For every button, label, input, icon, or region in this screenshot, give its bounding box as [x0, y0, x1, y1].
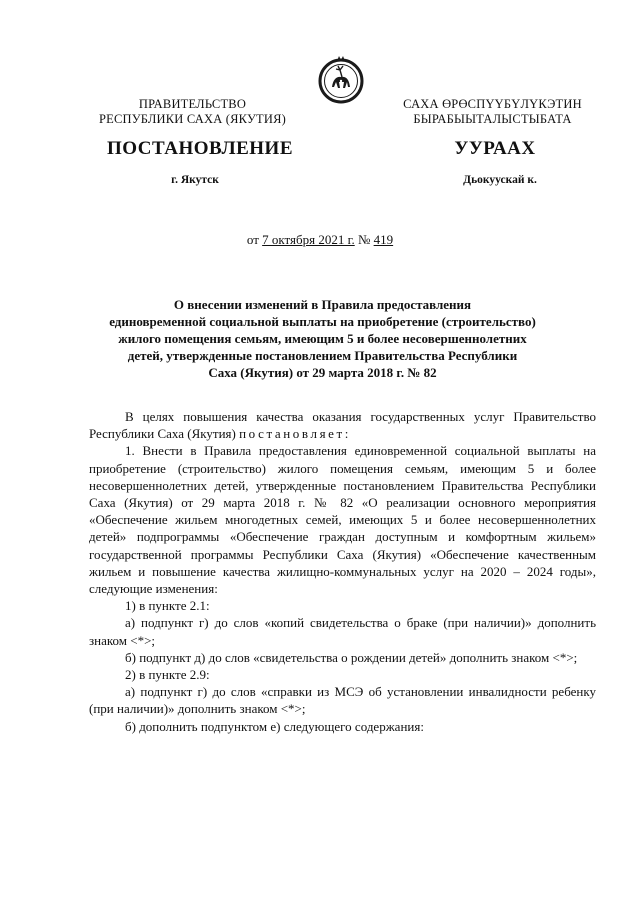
header-left-line1: ПРАВИТЕЛЬСТВО	[138, 97, 247, 111]
intro-paragraph	[89, 408, 596, 442]
paragraph-1: 1. Внести в Правила предоставления единовременной социальной выплаты на приобретение (строительство) жилого помещения семьям, имеющим 5 и более несовершеннолетних детей, утвержденные постановлением Правительства Республики Саха (Якутия) от 29 марта 2018 г. № 82 «О реализации основного мероприятия «Обеспечение жильем многодетных семей, имеющих 5 и более несовершеннолетних детей» подпрограммы «Обеспечение граждан доступным и комфортным жильем» государственной программы Республики Саха (Якутия) «Обеспечение качественным жильем и повышение качества жилищно-коммунальных услуг на 2020 – 2024 годы», следующие изменения:	[89, 443, 596, 597]
header-left	[90, 97, 295, 127]
document-body	[89, 408, 596, 735]
subject-line: О внесении изменений в Правила предоставления	[173, 297, 472, 312]
subject-line: единовременной социальной выплаты на приобретение (строительство)	[109, 314, 536, 329]
document-date: 7 октября 2021 г.	[262, 232, 355, 247]
intro-text: В целях повышения качества оказания государственных услуг Правительство Республики Саха (Якутия)	[89, 409, 596, 442]
city-dyokuuskai: Дьокуускай к.	[463, 174, 537, 186]
resolves-word: постановляет:	[239, 426, 352, 442]
document-subject	[90, 296, 555, 381]
paragraph-item: 1) в пункте 2.1:	[125, 598, 210, 614]
subject-line: детей, утвержденные постановлением Правительства Республики	[127, 348, 518, 363]
subject-line: Саха (Якутия) от 29 марта 2018 г. № 82	[208, 365, 437, 380]
paragraph-item: 2) в пункте 2.9:	[125, 667, 210, 683]
paragraph-item: б) дополнить подпунктом е) следующего содержания:	[125, 718, 424, 734]
paragraph-item: а) подпункт г) до слов «справки из МСЭ об установлении инвалидности ребенку (при наличии)» дополнить знаком <*>;	[89, 684, 596, 717]
document-number: 419	[373, 232, 394, 247]
title-uuraah: УУРААХ	[454, 138, 536, 159]
header-left-line2: РЕСПУБЛИКИ САХА (ЯКУТИЯ)	[99, 112, 286, 126]
document-date-line	[150, 232, 490, 248]
coat-of-arms-icon	[318, 52, 364, 108]
header-right-line1: САХА ӨРӨСПҮҮБҮЛҮКЭТИН	[403, 97, 582, 111]
subject-line: жилого помещения семьям, имеющим 5 и более несовершеннолетних	[118, 331, 527, 346]
date-prefix: от	[246, 232, 263, 247]
header-right-line2: БЫРАБЫЫТАЛЫСТЫБАТА	[413, 112, 572, 126]
paragraph-item: а) подпункт г) до слов «копий свидетельства о браке (при наличии)» дополнить знаком <*>;	[89, 615, 596, 648]
city-yakutsk: г. Якутск	[171, 174, 219, 186]
number-prefix: №	[354, 232, 374, 247]
title-postanovlenie: ПОСТАНОВЛЕНИЕ	[106, 138, 294, 159]
header-right	[385, 97, 600, 127]
paragraph-item: б) подпункт д) до слов «свидетельства о рождении детей» дополнить знаком <*>;	[125, 649, 578, 665]
